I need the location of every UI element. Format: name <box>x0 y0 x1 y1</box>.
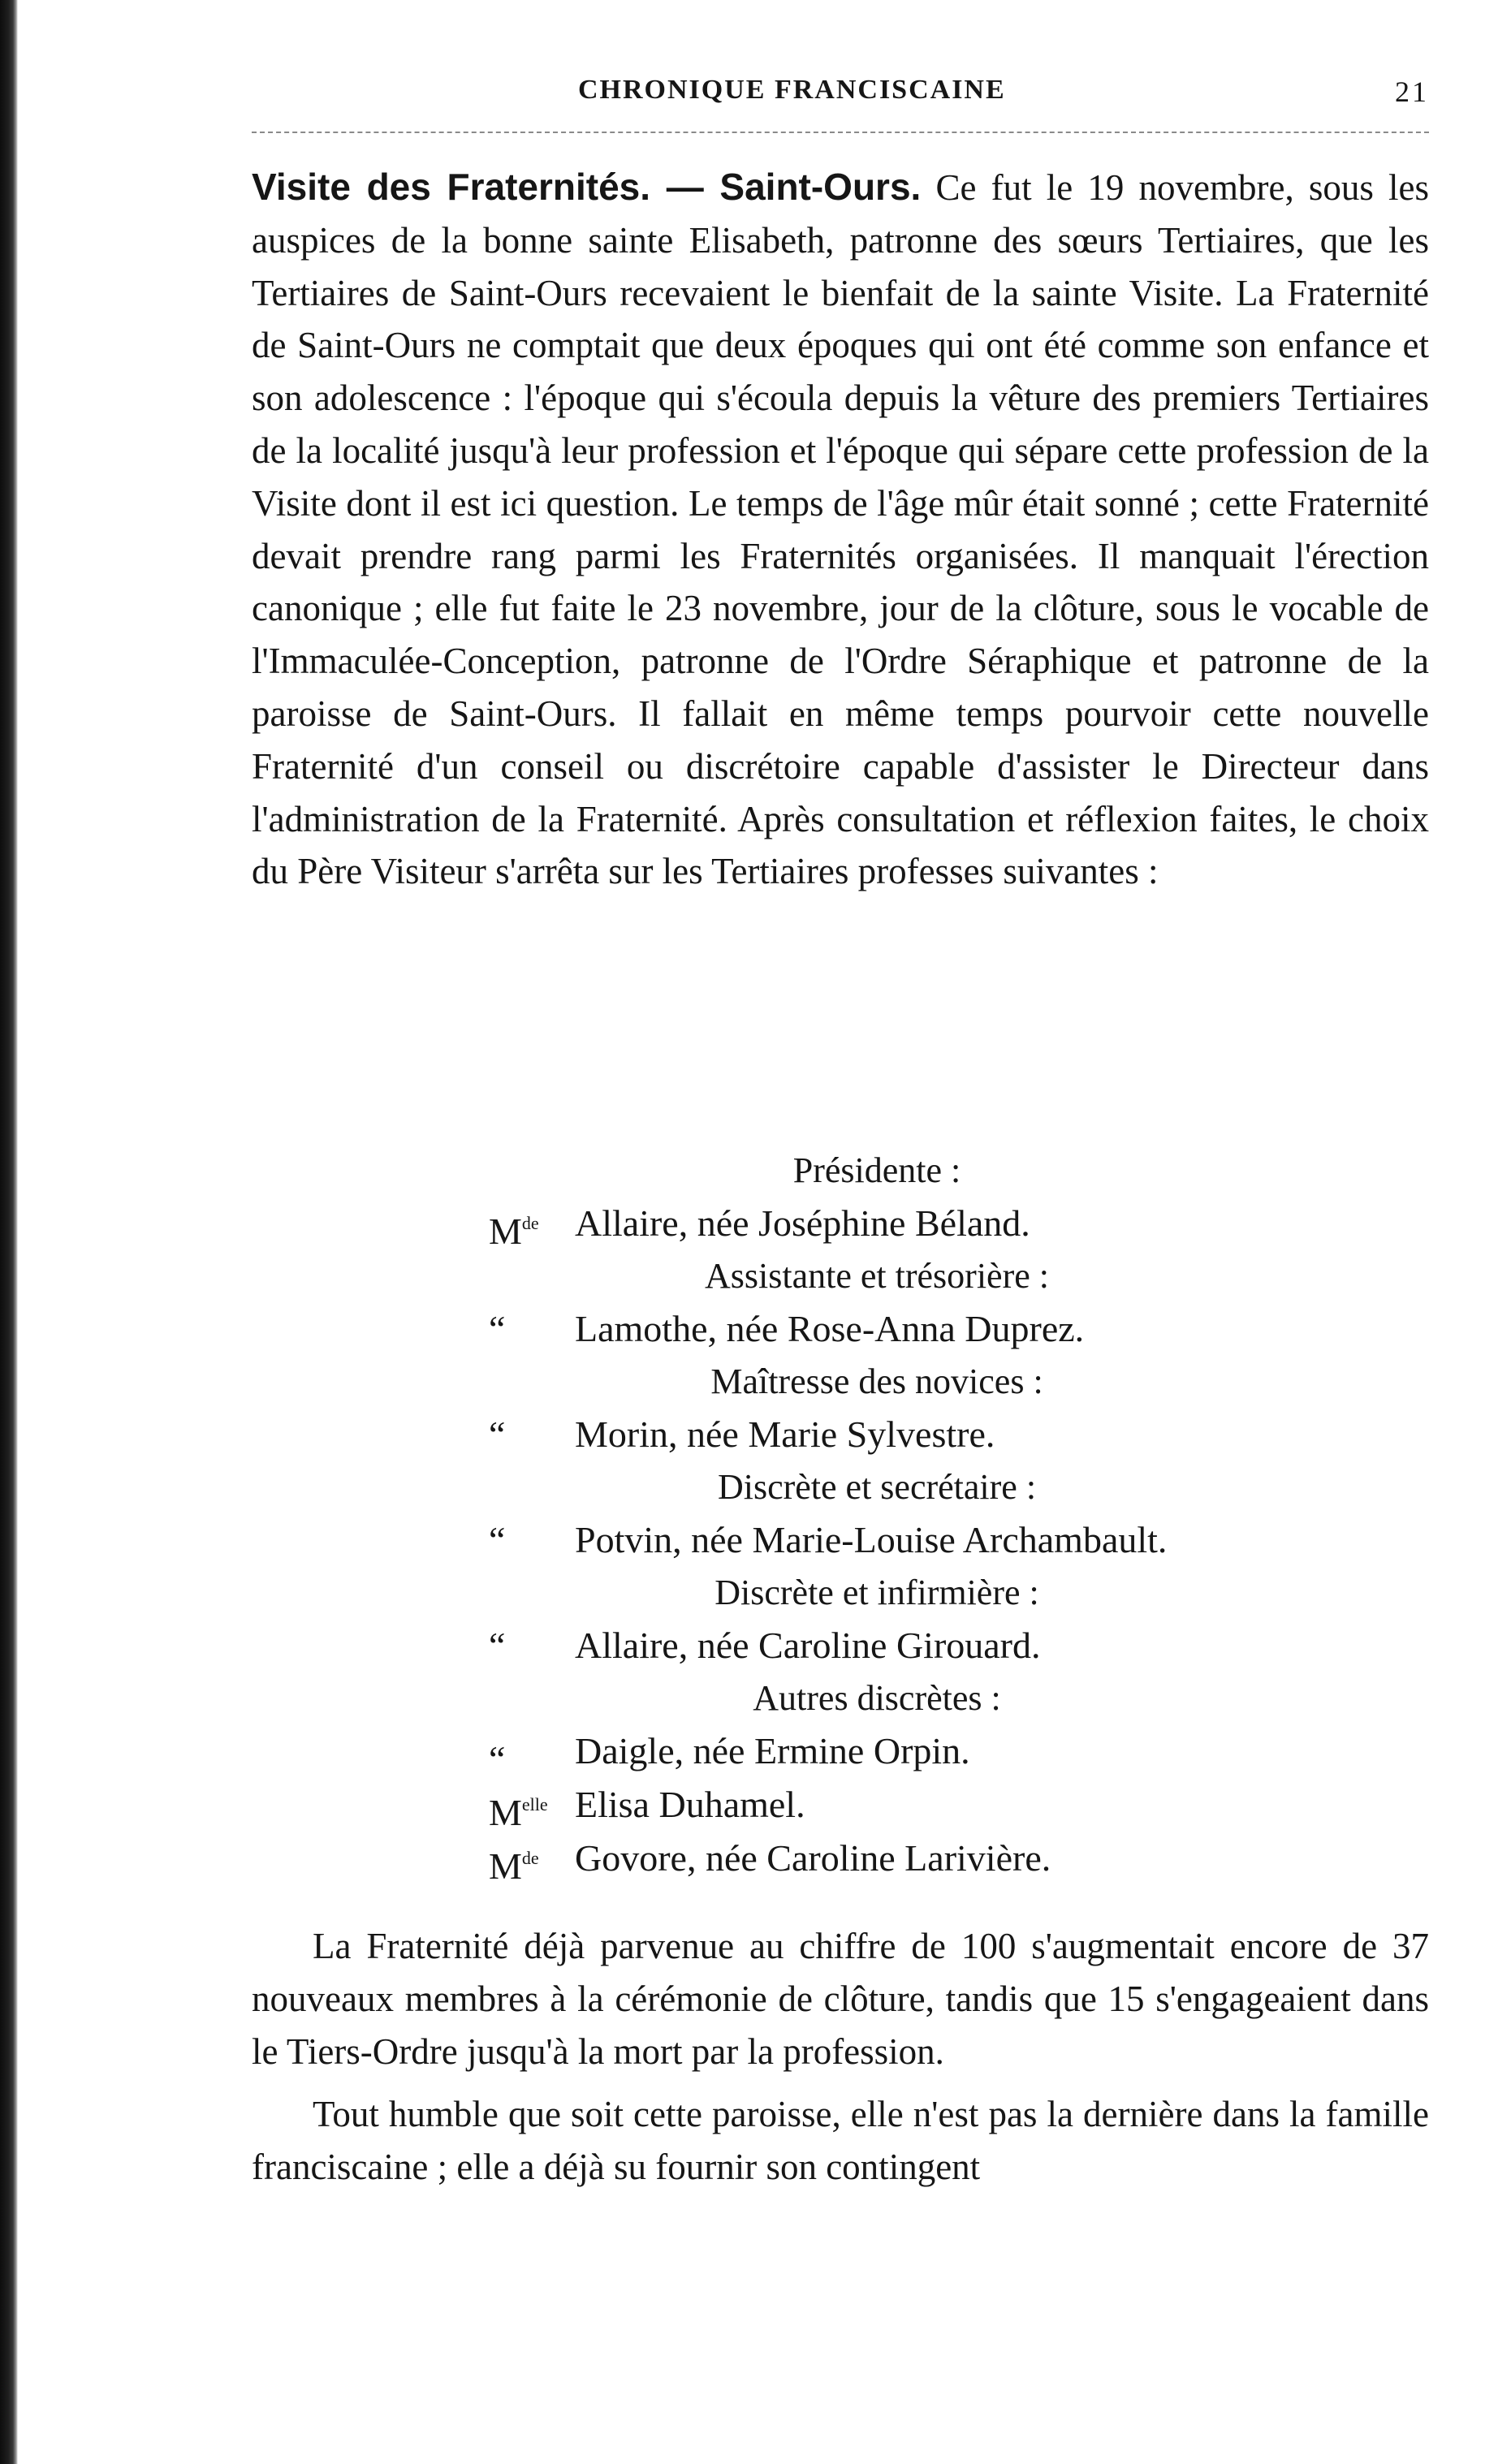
intro-text: Ce fut le 19 novembre, sous les auspices de la bonne sainte Elisabeth, patronne des sœurs Tertiaires, que les Tertiaires de Saint-Ours recevaient le bienfait de la sainte Visite. La Fraternité de Saint-Ours ne comptait que deux époques qui ont été comme son enfance et son adolescence : l'époque qui s'écoula depuis la vêture des premiers Tertiaires de la localité jusqu'à leur profession et l'époque qui sépare cette profession de la Visite dont il est ici question. Le temps de l'âge mûr était sonné ; cette Fraternité devait prendre rang parmi les Fraternités organisées. Il manquait l'érection canonique ; elle fut faite le 23 novembre, jour de la clôture, sous le vocable de l'Immaculée-Conception, patronne de l'Ordre Séraphique et patronne de la paroisse de Saint-Ours. Il fallait en même temps pourvoir cette nouvelle Fraternité d'un conseil ou discrétoire capable d'assister le Directeur dans l'administration de la Fraternité. Après consultation et réflexion faites, le choix du Père Visiteur s'arrêta sur les Tertiaires professes suivantes : <box>252 167 1430 892</box>
officer-name: Allaire, née Joséphine Béland. <box>575 1202 1030 1244</box>
officer-name: Govore, née Caroline Larivière. <box>575 1837 1051 1879</box>
role-maitresse: Maîtresse des novices : <box>710 1361 1043 1401</box>
final-paragraph: Tout humble que soit cette paroisse, elle n'est pas la dernière dans la famille franciscaine ; elle a déjà su fournir son contingent <box>252 2094 1429 2187</box>
role-autres: Autres discrètes : <box>753 1678 1001 1718</box>
ditto-mark: “ <box>489 1625 506 1666</box>
officer-name: Lamothe, née Rose-Anna Duprez. <box>575 1308 1085 1349</box>
officer-secretaire <box>252 1513 1429 1567</box>
officer-maitresse <box>252 1408 1429 1461</box>
officer-discrete <box>252 1778 1429 1832</box>
ditto-mark: “ <box>489 1308 506 1349</box>
officer-name: Potvin, née Marie-Louise Archambault. <box>575 1519 1168 1560</box>
role-assistante: Assistante et trésorière : <box>705 1256 1049 1296</box>
officer-discrete <box>252 1724 1429 1778</box>
officers-list <box>252 1145 1429 1885</box>
honorific: Mde <box>489 1210 539 1252</box>
officer-name: Morin, née Marie Sylvestre. <box>575 1413 995 1455</box>
running-title: CHRONIQUE FRANCISCAINE <box>578 75 1006 105</box>
honorific: Mde <box>489 1845 539 1887</box>
intro-paragraph <box>252 161 1429 898</box>
page-binding-edge <box>0 0 18 2464</box>
officer-name: Daigle, née Ermine Orpin. <box>575 1730 970 1771</box>
officer-name: Allaire, née Caroline Girouard. <box>575 1625 1041 1666</box>
officer-discrete <box>252 1832 1429 1885</box>
role-presidente: Présidente : <box>792 1150 961 1190</box>
page-number: 21 <box>1395 76 1429 108</box>
honorific: $M^{elle}$ <box>489 1792 548 1833</box>
officer-assistante <box>252 1302 1429 1356</box>
role-secretaire: Discrète et secrétaire : <box>717 1467 1037 1507</box>
section-heading: Visite des Fraternités. — Saint-Ours. <box>252 166 922 208</box>
ditto-mark: “ <box>489 1413 506 1455</box>
officer-presidente <box>252 1197 1429 1250</box>
closing-paragraph: La Fraternité déjà parvenue au chiffre de 100 s'augmentait encore de 37 nouveaux membres à la cérémonie de clôture, tandis que 15 s'engageaient dans le Tiers-Ordre jusqu'à la mort par la profession. <box>252 1926 1429 2072</box>
officer-infirmiere <box>252 1619 1429 1672</box>
header-rule <box>252 132 1429 133</box>
ditto-mark: “ <box>489 1519 506 1560</box>
role-infirmiere: Discrète et infirmière : <box>714 1573 1039 1612</box>
officer-name: Elisa Duhamel. <box>575 1784 805 1825</box>
running-head <box>252 75 1429 115</box>
ditto-mark: “ <box>489 1738 506 1780</box>
